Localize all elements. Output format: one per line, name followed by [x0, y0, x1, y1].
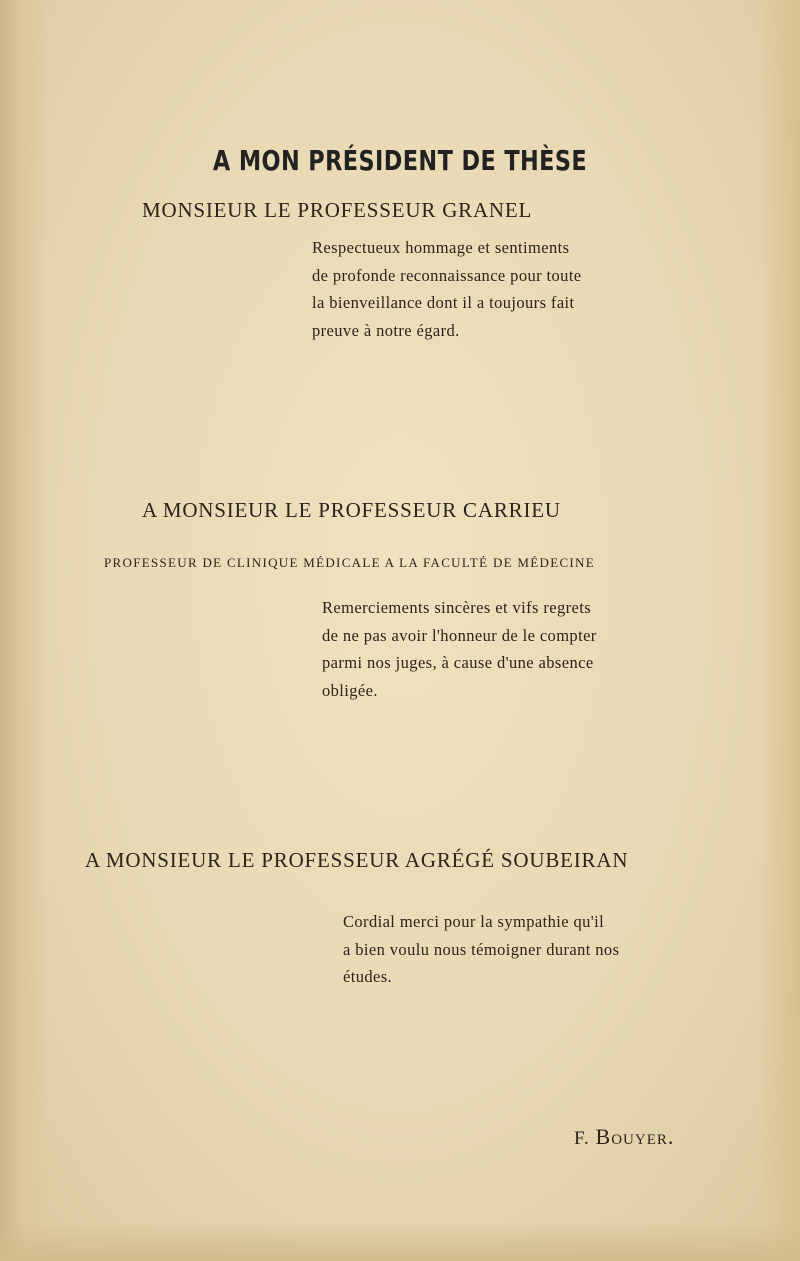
text-line: de profonde reconnaissance pour toute — [312, 265, 582, 285]
text-line: a bien voulu nous témoigner durant nos — [343, 939, 620, 959]
dedication-text-soubeiran — [343, 908, 619, 991]
text-line: preuve à notre égard. — [312, 320, 460, 340]
text-line: parmi nos juges, à cause d'une absence — [322, 653, 594, 672]
signature-surname: Bouyer. — [595, 1124, 675, 1149]
text-line: Respectueux hommage et sentiments — [312, 238, 570, 257]
dedication-name-soubeiran: A MONSIEUR LE PROFESSEUR AGRÉGÉ SOUBEIRAN — [85, 848, 629, 872]
dedication-text-carrieu — [322, 594, 597, 704]
text-line: de ne pas avoir l'honneur de le compter — [322, 625, 597, 645]
dedication-name-carrieu: A MONSIEUR LE PROFESSEUR CARRIEU — [142, 498, 561, 522]
text-line: études. — [343, 967, 393, 986]
text-line: Remerciements sincères et vifs regrets — [322, 598, 592, 617]
dedication-subtitle-carrieu: PROFESSEUR DE CLINIQUE MÉDICALE A LA FACULTÉ DE MÉDECINE — [104, 555, 595, 570]
signature-initial: F. — [574, 1128, 590, 1149]
text-line: la bienveillance dont il a toujours fait — [312, 293, 575, 312]
author-signature — [574, 1124, 674, 1150]
dedication-name-granel: MONSIEUR LE PROFESSEUR GRANEL — [142, 198, 533, 222]
dedication-heading: A MON PRÉSIDENT DE THÈSE — [212, 144, 588, 177]
dedication-text-granel — [312, 234, 582, 344]
text-line: obligée. — [322, 680, 378, 700]
paper-edge-right — [760, 0, 800, 1261]
text-line: Cordial merci pour la sympathie qu'il — [343, 912, 605, 931]
paper-edge-bottom — [0, 1221, 800, 1261]
paper-edge-left — [0, 0, 48, 1261]
